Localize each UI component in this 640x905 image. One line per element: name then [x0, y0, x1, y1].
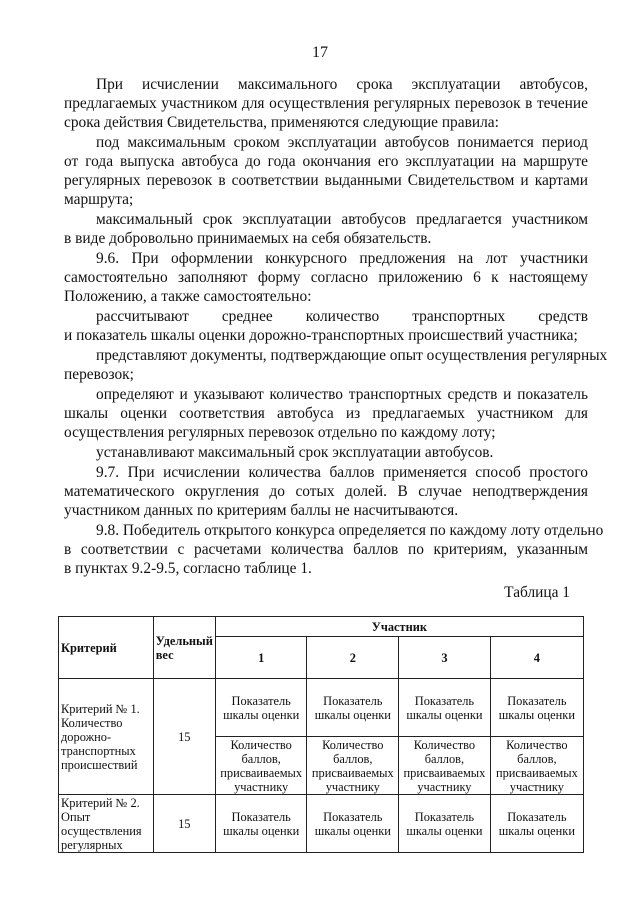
header-criterion: Критерий — [59, 617, 154, 679]
participant-number: 1 — [215, 637, 307, 679]
text-line: шкалы оценки соответствия автобуса из предлагаемых участником для — [64, 405, 588, 422]
text-line: от года выпуска автобуса до года окончания его эксплуатации на маршруте — [64, 153, 588, 170]
criterion-cell: Критерий № 1. Количество дорожно-транспортных происшествий — [59, 679, 154, 795]
text-line: самостоятельно заполняют форму согласно приложению 6 к настоящему — [64, 269, 588, 286]
table-row — [59, 795, 584, 853]
text-line: в пунктах 9.2-9.5, согласно таблице 1. — [64, 560, 312, 577]
text-line: осуществления регулярных перевозок отдельно по каждому лоту; — [64, 424, 496, 441]
text-line: срока действия Свидетельства, применяются следующие правила: — [64, 114, 499, 131]
text-line: представляют документы, подтверждающие опыт осуществления регулярных — [96, 347, 608, 364]
text-line: предлагаемых участником для осуществления регулярных перевозок в течение — [64, 95, 588, 112]
weight-cell: 15 — [153, 795, 215, 853]
header-weight: Удельный вес — [153, 617, 215, 679]
table-caption: Таблица 1 — [504, 584, 570, 601]
points-cell: Количество баллов, присваиваемых участнику — [215, 737, 307, 795]
text-line: регулярных перевозок в соответствии выданными Свидетельством и картами — [64, 172, 588, 189]
text-line: в виде добровольно принимаемых на себя обязательств. — [64, 230, 432, 247]
text-line: максимальный срок эксплуатации автобусов предлагается участником — [96, 211, 588, 228]
text-line: 9.8. Победитель открытого конкурса определяется по каждому лоту отдельно — [96, 522, 604, 539]
points-cell: Количество баллов, присваиваемых участнику — [399, 737, 491, 795]
text-line: перевозок; — [64, 366, 134, 383]
score-indicator-cell: Показатель шкалы оценки — [399, 795, 491, 853]
participant-number: 3 — [399, 637, 491, 679]
weight-cell: 15 — [153, 679, 215, 795]
text-line: 9.6. При оформлении конкурсного предложения на лот участники — [96, 250, 588, 267]
text-line: определяют и указывают количество транспортных средств и показатель — [96, 386, 588, 403]
text-line: 9.7. При исчислении количества баллов применяется способ простого — [96, 464, 588, 481]
text-line: под максимальным сроком эксплуатации автобусов понимается период — [96, 134, 588, 151]
text-line: и показатель шкалы оценки дорожно-транспортных происшествий участника; — [64, 327, 578, 344]
text-line: Положению, а также самостоятельно: — [64, 288, 312, 305]
page-number: 17 — [312, 44, 328, 61]
text-line: маршрута; — [64, 191, 134, 208]
score-indicator-cell: Показатель шкалы оценки — [215, 795, 307, 853]
criterion-cell: Критерий № 2. Опыт осуществления регулярных — [59, 795, 154, 853]
text-line: в соответствии с расчетами количества баллов по критериям, указанным — [64, 541, 588, 558]
points-cell: Количество баллов, присваиваемых участнику — [307, 737, 399, 795]
score-indicator-cell: Показатель шкалы оценки — [490, 795, 583, 853]
header-participant: Участник — [215, 617, 583, 637]
participant-number: 2 — [307, 637, 399, 679]
participant-number: 4 — [490, 637, 583, 679]
text-line: устанавливают максимальный срок эксплуатации автобусов. — [96, 444, 494, 461]
points-cell: Количество баллов, присваиваемых участнику — [490, 737, 583, 795]
score-indicator-cell: Показатель шкалы оценки — [399, 679, 491, 737]
score-indicator-cell: Показатель шкалы оценки — [307, 679, 399, 737]
table-row — [59, 679, 584, 737]
score-indicator-cell: Показатель шкалы оценки — [307, 795, 399, 853]
score-indicator-cell: Показатель шкалы оценки — [490, 679, 583, 737]
score-indicator-cell: Показатель шкалы оценки — [215, 679, 307, 737]
criteria-table — [58, 616, 584, 853]
text-line: При исчислении максимального срока эксплуатации автобусов, — [96, 76, 588, 93]
text-line: рассчитывают среднее количество транспортных средств — [96, 308, 588, 325]
text-line: математического округления до сотых долей. В случае неподтверждения — [64, 483, 588, 500]
text-line: участником данных по критериям баллы не насчитываются. — [64, 502, 459, 519]
